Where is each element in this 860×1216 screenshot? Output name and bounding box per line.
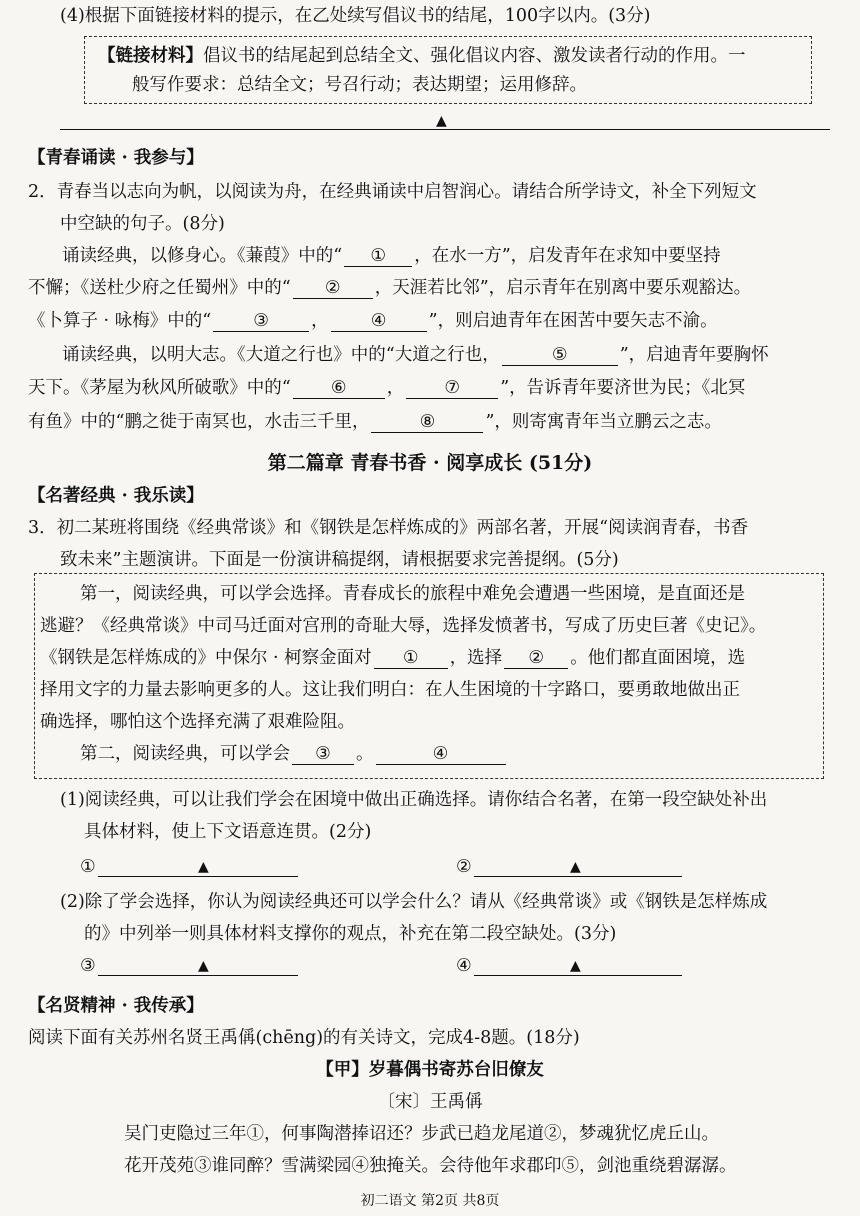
answer-line-2[interactable] <box>474 876 682 877</box>
section-title-mingzhu: 【名著经典 · 我乐读】 <box>28 486 204 506</box>
q3-sub2-line1: (2)除了学会选择，你认为阅读经典还可以学会什么？请从《经典常谈》或《钢铁是怎样炼成 <box>60 892 768 912</box>
q2-prompt-line2: 中空缺的句子。(8分) <box>60 214 225 234</box>
link-material-line2: 般写作要求：总结全文；号召行动；表达期望；运用修辞。 <box>132 75 587 95</box>
answer-mark: ▲ <box>198 958 209 974</box>
poem-line1: 吴门吏隐过三年①，何事陶潜捧诏还？步武已趋龙尾道②，梦魂犹忆虎丘山。 <box>124 1124 719 1144</box>
q2-para2-line3: 有鱼》中的“鹏之徙于南冥也，水击三千里， ⑧ ”，则寄寓青年当立鹏云之志。 <box>28 412 722 432</box>
page-footer: 初二语文 第2页 共8页 <box>360 1193 500 1209</box>
outline-blank-3[interactable]: ③ <box>292 744 354 765</box>
outline-blank-2[interactable]: ② <box>504 648 568 669</box>
poem-line2: 花开茂苑③谁同醉？雪满梁园④独掩关。会待他年求郡印⑤，剑池重绕碧潺潺。 <box>124 1156 737 1176</box>
answer-label-1: ① <box>80 857 96 877</box>
answer-line-1[interactable] <box>98 876 298 877</box>
outline-line4: 择用文字的力量去影响更多的人。这让我们明白：在人生困境的十字路口，要勇敢地做出正 <box>40 680 740 700</box>
blank-8[interactable]: ⑧ <box>371 412 483 433</box>
answer-label-2: ② <box>456 857 472 877</box>
blank-5[interactable]: ⑤ <box>502 345 618 366</box>
q4-intro: 阅读下面有关苏州名贤王禹偁(chēng)的有关诗文，完成4-8题。(18分) <box>28 1028 580 1048</box>
answer-mark: ▲ <box>570 958 581 974</box>
q2-para2-line1: 诵读经典，以明大志。《大道之行也》中的“大道之行也， ⑤ ”，启迪青年要胸怀 <box>62 345 769 365</box>
q2-para1-line2: 不懈；《送杜少府之任蜀州》中的“ ② ，天涯若比邻”，启示青年在别离中要乐观豁达。 <box>28 278 752 298</box>
blank-6[interactable]: ⑥ <box>293 378 385 399</box>
answer-mark: ▲ <box>570 859 581 875</box>
chapter-title: 第二篇章 青春书香 · 阅享成长 (51分) <box>267 452 593 474</box>
blank-7[interactable]: ⑦ <box>406 378 498 399</box>
answer-mark: ▲ <box>198 859 209 875</box>
answer-mark: ▲ <box>436 113 447 129</box>
answer-label-4: ④ <box>456 956 472 976</box>
section-title-mingxian: 【名贤精神 · 我传承】 <box>28 996 204 1016</box>
answer-line-3[interactable] <box>98 975 298 976</box>
q2-para1-line3: 《卜算子 · 咏梅》中的“ ③ ， ④ ”，则启迪青年在困苦中要矢志不渝。 <box>28 311 718 331</box>
q2-para1-line1: 诵读经典，以修身心。《蒹葭》中的“ ① ，在水一方”，启发青年在求知中要坚持 <box>62 246 721 266</box>
blank-3[interactable]: ③ <box>213 311 309 332</box>
q3-sub1-line2: 具体材料，使上下文语意连贯。(2分) <box>84 822 372 842</box>
q2-prompt-line1: 2．青春当以志向为帆，以阅读为舟，在经典诵读中启智润心。请结合所学诗文，补全下列短文 <box>28 182 757 202</box>
poem-title: 【甲】岁暮偶书寄苏台旧僚友 <box>316 1060 544 1080</box>
blank-2[interactable]: ② <box>293 278 373 299</box>
outline-line5: 确选择，哪怕这个选择充满了艰难险阻。 <box>40 712 355 732</box>
outline-line6: 第二，阅读经典，可以学会 ③ 。 ④ <box>80 742 508 766</box>
q3-sub2-line2: 的》中列举一则具体材料支撑你的观点，补充在第二段空缺处。(3分) <box>84 924 617 944</box>
poem-author: 〔宋〕王禹偁 <box>377 1092 483 1112</box>
q3-sub1-line1: (1)阅读经典，可以让我们学会在困境中做出正确选择。请你结合名著，在第一段空缺处补出 <box>60 790 768 810</box>
outline-line1: 第一，阅读经典，可以学会选择。青春成长的旅程中难免会遭遇一些困境，是直面还是 <box>80 584 745 604</box>
section-title-qingchun: 【青春诵读 · 我参与】 <box>28 148 204 168</box>
outline-blank-4[interactable]: ④ <box>376 744 506 765</box>
link-material-label: 【链接材料】 <box>98 46 203 66</box>
outline-line3: 《钢铁是怎样炼成的》中保尔 · 柯察金面对 ① ，选择 ② 。他们都直面困境，选 <box>40 648 746 668</box>
blank-4[interactable]: ④ <box>331 311 427 332</box>
outline-line2: 逃避？《经典常谈》中司马迁面对宫刑的奇耻大辱，选择发愤著书，写成了历史巨著《史记》。 <box>40 616 767 636</box>
link-material-line1: 【链接材料】倡议书的结尾起到总结全文、强化倡议内容、激发读者行动的作用。一 <box>98 46 746 66</box>
answer-line-4[interactable] <box>474 975 682 976</box>
blank-1[interactable]: ① <box>344 246 412 267</box>
q2-para2-line2: 天下。《茅屋为秋风所破歌》中的“ ⑥ ， ⑦ ”，告诉青年要济世为民；《北冥 <box>28 378 746 398</box>
q3-prompt-line2: 致未来”主题演讲。下面是一份演讲稿提纲，请根据要求完善提纲。(5分) <box>60 550 619 570</box>
q3-prompt-line1: 3．初二某班将围绕《经典常谈》和《钢铁是怎样炼成的》两部名著，开展“阅读润青春，书香 <box>28 518 749 538</box>
answer-line-q1-4[interactable] <box>60 129 830 130</box>
answer-label-3: ③ <box>80 956 96 976</box>
outline-blank-1[interactable]: ① <box>374 648 448 669</box>
q1-4-prompt: (4)根据下面链接材料的提示，在乙处续写倡议书的结尾，100字以内。(3分) <box>60 6 651 26</box>
